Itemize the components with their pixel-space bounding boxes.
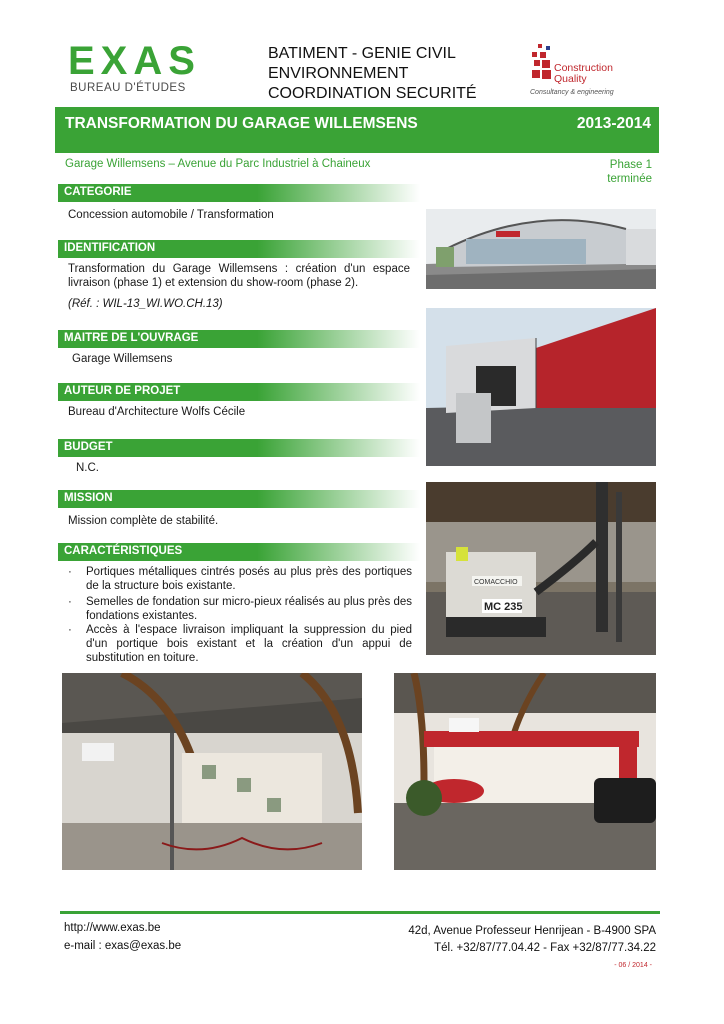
- categorie-text: Concession automobile / Transformation: [68, 209, 274, 221]
- section-heading-text: CARACTÉRISTIQUES: [64, 545, 183, 557]
- section-heading-maitre-ouvrage: [58, 330, 420, 348]
- page-reference: - 06 / 2014 -: [614, 962, 652, 969]
- section-heading-text: IDENTIFICATION: [64, 242, 156, 254]
- footer-address: 42d, Avenue Professeur Henrijean - B-4900 SPA: [408, 925, 656, 937]
- cq-tagline: Consultancy & engineering: [530, 89, 614, 96]
- section-heading-budget: [58, 439, 420, 457]
- footer-divider: [60, 911, 660, 914]
- section-heading-mission: [58, 490, 420, 508]
- footer-website-link[interactable]: http://www.exas.be: [64, 922, 161, 934]
- identification-text: Transformation du Garage Willemsens : création d'un espace livraison (phase 1) et extension du show-room (phase 2).: [68, 263, 410, 289]
- bullet-glyph: ·: [68, 566, 72, 578]
- section-heading-text: AUTEUR DE PROJET: [64, 385, 181, 397]
- footer-email[interactable]: e-mail : exas@exas.be: [64, 940, 182, 952]
- section-heading-text: MISSION: [64, 492, 113, 504]
- auteur-text: Bureau d'Architecture Wolfs Cécile: [68, 406, 246, 418]
- project-years: 2013-2014: [576, 115, 651, 132]
- photo-drilling-machine: [426, 482, 656, 655]
- cq-word-quality: Quality: [554, 73, 587, 85]
- section-heading-identification: [58, 240, 420, 258]
- budget-text: N.C.: [76, 462, 99, 474]
- logo-wordmark: EXAS: [68, 39, 201, 83]
- photo-showroom: [394, 673, 656, 870]
- phase-label: Phase 1: [609, 159, 652, 171]
- construction-quality-logo: [530, 44, 630, 100]
- header-line-2: ENVIRONNEMENT: [268, 65, 409, 82]
- cq-squares-icon: [530, 44, 554, 84]
- section-heading-caracteristiques: [58, 543, 420, 561]
- cq-word-construction: Construction: [554, 62, 613, 74]
- exas-logo: [68, 40, 208, 98]
- title-bar: [55, 107, 659, 153]
- machine-label-text: MC 235: [484, 601, 523, 613]
- section-heading-text: MAITRE DE L'OUVRAGE: [64, 332, 199, 344]
- header-line-1: BATIMENT - GENIE CIVIL: [268, 45, 456, 62]
- phase-state: terminée: [607, 173, 652, 185]
- photo-exterior: [426, 308, 656, 466]
- header-line-3: COORDINATION SECURITÉ: [268, 85, 477, 102]
- list-item: Semelles de fondation sur micro-pieux réalisés au plus près des fondations existantes.: [86, 596, 412, 622]
- logo-subtitle: BUREAU D'ÉTUDES: [70, 82, 186, 94]
- section-heading-text: CATEGORIE: [64, 186, 132, 198]
- section-heading-auteur: [58, 383, 420, 401]
- list-item: Portiques métalliques cintrés posés au plus près des portiques de la structure bois existante.: [86, 566, 412, 592]
- project-title: TRANSFORMATION DU GARAGE WILLEMSENS: [65, 115, 418, 132]
- identification-reference: (Réf. : WIL-13_WI.WO.CH.13): [68, 298, 223, 310]
- project-location: Garage Willemsens – Avenue du Parc Industriel à Chaineux: [65, 158, 371, 170]
- bullet-glyph: ·: [68, 624, 72, 636]
- section-heading-categorie: [58, 184, 420, 202]
- phase-status: [600, 158, 652, 186]
- maitre-ouvrage-text: Garage Willemsens: [72, 353, 173, 365]
- photo-interior-construction: [62, 673, 362, 870]
- mission-text: Mission complète de stabilité.: [68, 515, 219, 527]
- section-heading-text: BUDGET: [64, 441, 113, 453]
- photo-building-render: [426, 209, 656, 289]
- footer-phone: Tél. +32/87/77.04.42 - Fax +32/87/77.34.22: [434, 942, 656, 954]
- list-item: Accès à l'espace livraison impliquant la suppression du pied d'un portique bois existant et la création d'un appui de substitution en toiture.: [86, 624, 412, 664]
- bullet-glyph: ·: [68, 596, 72, 608]
- machine-brand-text: COMACCHIO: [474, 579, 518, 586]
